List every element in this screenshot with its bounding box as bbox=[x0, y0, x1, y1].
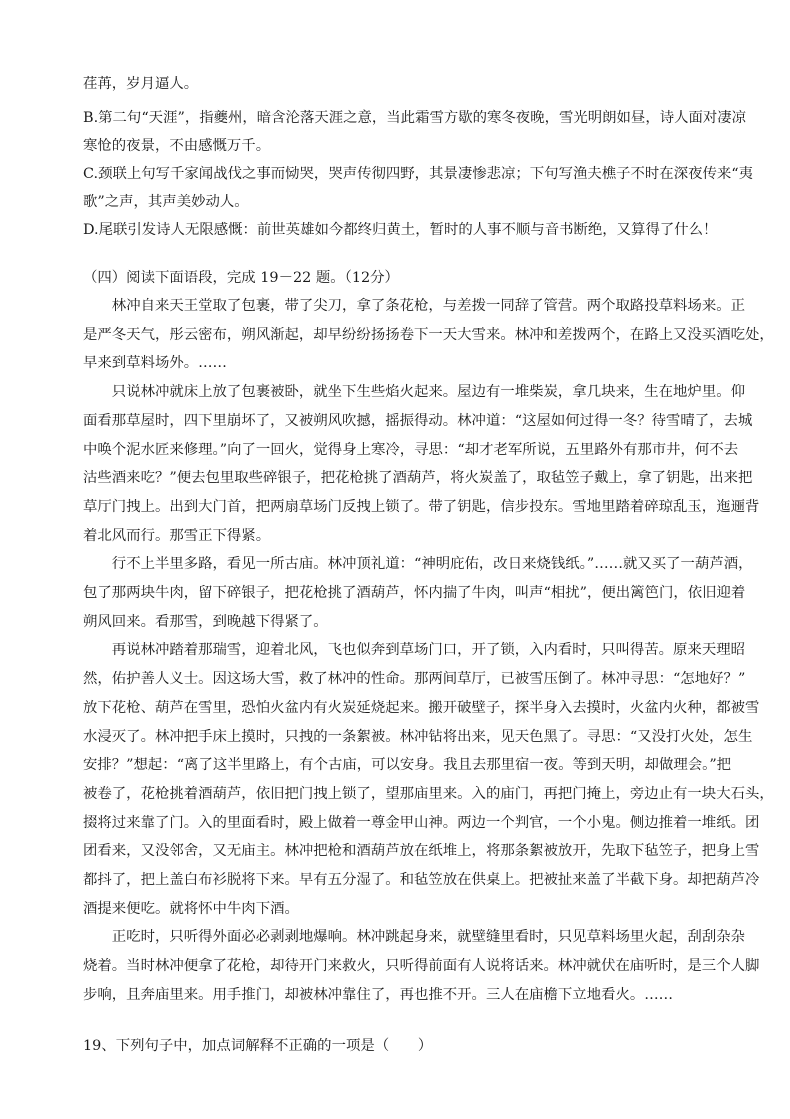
paragraph-line: 步响，且奔庙里来。用手推门，却被林冲靠住了，再也推不开。三人在庙檐下立地看火。…… bbox=[83, 986, 674, 1003]
paragraph-line: 行不上半里多路，看见一所古庙。林冲顶礼道：“神明庇佑，改日来烧钱纸。”……就又买了一葫芦酒， bbox=[111, 556, 753, 573]
paragraph-5 bbox=[83, 923, 760, 1009]
paragraph-line: 中唤个泥水匠来修理。”向了一回火，觉得身上寒冷，寻思：“却才老军所说，五里路外有那市井，何不去 bbox=[83, 441, 739, 458]
option-b-line-2: 寒怆的夜景，不由感慨万千。 bbox=[83, 138, 271, 154]
paragraph-line: 是严冬天气，彤云密布，朔风渐起，却早纷纷扬扬卷下一天大雪来。林冲和差拨两个，在路上又没买酒吃处， bbox=[83, 326, 774, 343]
option-d: D.尾联引发诗人无限感慨：前世英雄如今都终归黄土，暂时的人事不顺与音书断绝，又算得了什么！ bbox=[83, 222, 718, 238]
paragraph-line: 早来到草料场外。…… bbox=[83, 355, 227, 372]
paragraph-line: 酒提来便吃。就将怀中牛肉下酒。 bbox=[83, 900, 299, 917]
option-a-tail: 荏苒，岁月逼人。 bbox=[83, 76, 199, 92]
paragraph-line: 安排？”想起：“离了这半里路上，有个古庙，可以安身。我且去那里宿一夜。等到天明，却做理会。”把 bbox=[83, 757, 732, 774]
paragraph-line: 朔风回来。看那雪，到晚越下得紧了。 bbox=[83, 613, 328, 630]
paragraph-2 bbox=[83, 378, 760, 550]
paragraph-line: 掇将过来靠了门。入的里面看时，殿上做着一尊金甲山神。两边一个判官，一个小鬼。侧边推着一堆纸。团 bbox=[83, 814, 760, 831]
option-c-line-2: 歌”之声，其声美妙动人。 bbox=[83, 194, 249, 210]
paragraph-line: 烧着。当时林冲便拿了花枪，却待开门来救火，只听得前面有人说将话来。林冲就伏在庙听时，是三个人脚 bbox=[83, 958, 760, 975]
paragraph-line: 正吃时，只听得外面必必剥剥地爆响。林冲跳起身来，就壁缝里看时，只见草料场里火起，刮刮杂杂 bbox=[111, 929, 745, 946]
paragraph-line: 包了那两块牛肉，留下碎银子，把花枪挑了酒葫芦，怀内揣了牛肉，叫声“相扰”，便出篱笆门，依旧迎着 bbox=[83, 585, 746, 602]
section-heading: （四）阅读下面语段，完成 19－22 题。（12分） bbox=[83, 270, 399, 286]
paragraph-line: 只说林冲就床上放了包裹被卧，就坐下生些焰火起来。屋边有一堆柴炭，拿几块来，生在地炉里。仰 bbox=[111, 384, 745, 401]
paragraph-3 bbox=[83, 550, 753, 636]
top-margin bbox=[83, 0, 710, 70]
option-b-line-1: B.第二句“天涯”，指夔州，暗含沦落天涯之意，当此霜雪方歇的寒冬夜晚，雪光明朗如昼，诗人面对凄凉 bbox=[83, 110, 747, 126]
paragraph-line: 林冲自来天王堂取了包裹，带了尖刀，拿了条花枪，与差拨一同辞了管营。两个取路投草料场来。正 bbox=[111, 298, 745, 314]
paragraph-line: 水浸灭了。林冲把手床上摸时，只拽的一条絮被。林冲钻将出来，见天色黑了。寻思：“又没打火处，怎生 bbox=[83, 728, 753, 745]
paragraph-line: 放下花枪、葫芦在雪里，恐怕火盆内有火炭延烧起来。搬开破壁子，探半身入去摸时，火盆内火种，都被雪 bbox=[83, 699, 760, 716]
paragraph-line: 着北风而行。那雪正下得紧。 bbox=[83, 527, 271, 544]
paragraph-line: 被卷了，花枪挑着酒葫芦，依旧把门拽上锁了，望那庙里来。入的庙门，再把门掩上，旁边止有一块大石头， bbox=[83, 785, 774, 802]
paragraph-4 bbox=[83, 636, 774, 923]
paragraph-line: 草厅门拽上。出到大门首，把两扇草场门反拽上锁了。带了钥匙，信步投东。雪地里踏着碎琼乱玉，迤逦背 bbox=[83, 498, 760, 515]
paragraph-1 bbox=[83, 292, 774, 378]
paragraph-line: 面看那草屋时，四下里崩坏了，又被朔风吹撼，摇振得动。林冲道：“这屋如何过得一冬？待雪晴了，去城 bbox=[83, 412, 753, 429]
paragraph-line: 都抖了，把上盖白布衫脱将下来。早有五分湿了。和毡笠放在供桌上。把被扯来盖了半截下身。却把葫芦冷 bbox=[83, 872, 760, 889]
paragraph-line: 然，佑护善人义士。因这场大雪，救了林冲的性命。那两间草厅，已被雪压倒了。林冲寻思：“怎地好？” bbox=[83, 671, 746, 688]
question-19: 19、下列句子中，加点词解释不正确的一项是（ ） bbox=[83, 1037, 433, 1054]
option-c-line-1: C.颈联上句写千家闻战伐之事而恸哭，哭声传彻四野，其景凄惨悲凉；下句写渔夫樵子不时在深夜传来“夷 bbox=[83, 166, 754, 182]
paragraph-line: 再说林冲踏着那瑞雪，迎着北风，飞也似奔到草场门口，开了锁，入内看时，只叫得苦。原来天理昭 bbox=[111, 642, 745, 659]
paragraph-line: 团看来，又没邻舍，又无庙主。林冲把枪和酒葫芦放在纸堆上，将那条絮被放开，先取下毡笠子，把身上雪 bbox=[83, 843, 760, 860]
paragraph-line: 沽些酒来吃？”便去包里取些碎银子，把花枪挑了酒葫芦，将火炭盖了，取毡笠子戴上，拿了钥匙，出来把 bbox=[83, 470, 753, 487]
